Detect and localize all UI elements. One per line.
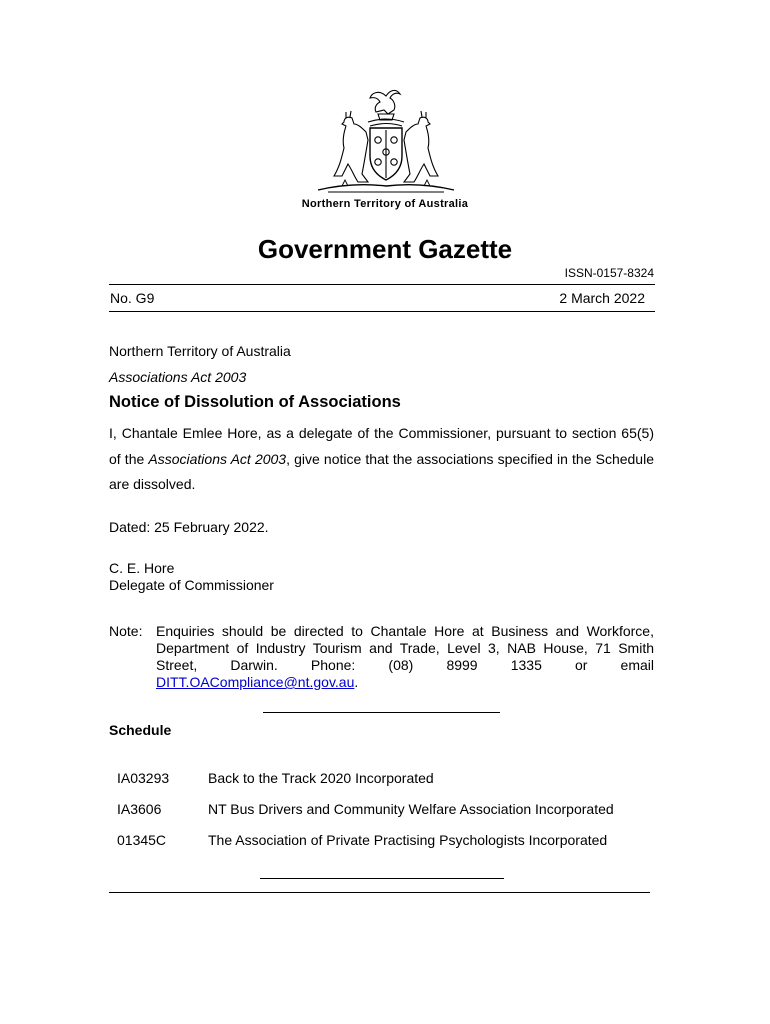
body-text-1: I, Chantale Emlee Hore, as a delegate of the Commissioner, pursuant to section 65(5) of the [109, 425, 654, 467]
agency-name: Northern Territory of Australia [301, 198, 469, 210]
signatory-role: Delegate of Commissioner [109, 577, 274, 593]
schedule-row-name: The Association of Private Practising Psychologists Incorporated [208, 832, 608, 848]
body-text-2: , give notice that the associations specified in the Schedule are dissolved. [109, 450, 654, 492]
note-text [156, 623, 654, 691]
note-label: Note: [109, 623, 143, 639]
note-body: Enquiries should be directed to Chantale Hore at Business and Workforce, Department of Industry Tourism and Trade, Level 3, NAB House, 71 Smith Street, Darwin. Phone: (08) 8999 1335 or email [156, 623, 654, 673]
issue-number: No. G9 [110, 290, 155, 306]
schedule-row-code: IA03293 [117, 770, 170, 786]
note-end: . [354, 674, 359, 690]
nt-coat-of-arms-icon [312, 88, 460, 198]
schedule-end-divider [260, 878, 504, 879]
footer-rule [109, 892, 650, 893]
notice-heading: Notice of Dissolution of Associations [109, 393, 401, 411]
schedule-row-name: NT Bus Drivers and Community Welfare Association Incorporated [208, 801, 614, 817]
act-name: Associations Act 2003 [109, 369, 247, 385]
gazette-title: Government Gazette [257, 234, 513, 264]
body-act: Associations Act 2003 [148, 450, 287, 467]
schedule-row-code: 01345C [117, 832, 167, 848]
issn: ISSN-0157-8324 [564, 266, 654, 280]
schedule-title: Schedule [109, 722, 172, 738]
jurisdiction: Northern Territory of Australia [109, 343, 291, 359]
signatory-name: C. E. Hore [109, 560, 175, 576]
schedule-row-name: Back to the Track 2020 Incorporated [208, 770, 434, 786]
section-divider [263, 712, 500, 713]
header-rule-bottom [109, 311, 655, 312]
header-rule-top [109, 284, 655, 285]
email-link[interactable]: DITT.OACompliance@nt.gov.au [156, 674, 355, 690]
dated-line: Dated: 25 February 2022. [109, 519, 269, 535]
issue-date: 2 March 2022 [559, 290, 645, 306]
schedule-row-code: IA3606 [117, 801, 162, 817]
notice-body [109, 421, 654, 498]
